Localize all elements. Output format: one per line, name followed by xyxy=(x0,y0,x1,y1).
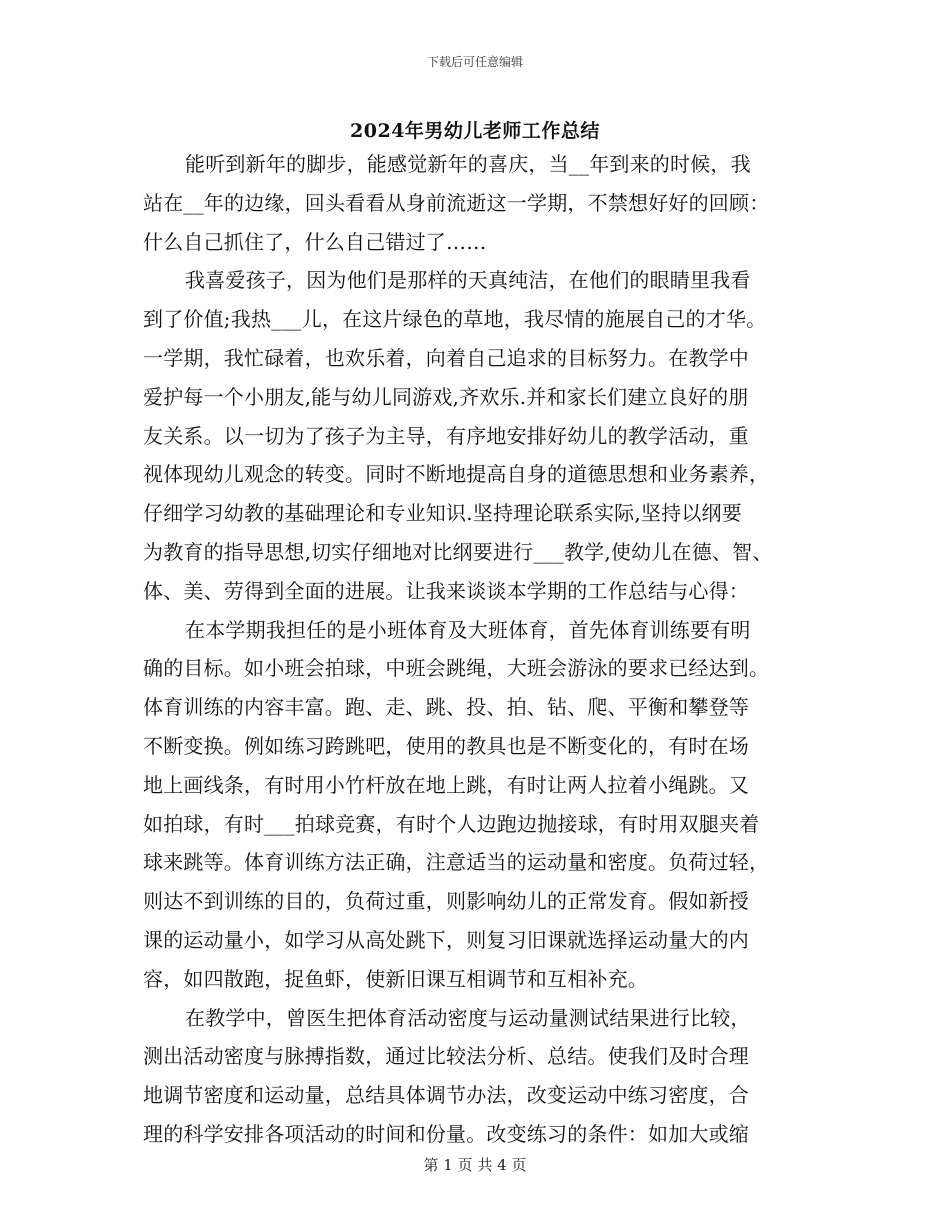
paragraph-line: 什么自己抓住了，什么自己错过了…… xyxy=(143,229,487,254)
paragraph-line: 到了价值;我热___儿，在这片绿色的草地，我尽情的施展自己的才华。 xyxy=(143,307,767,332)
paragraph-line: 确的目标。如小班会拍球，中班会跳绳，大班会游泳的要求已经达到。 xyxy=(143,656,770,681)
paragraph-line: 仔细学习幼教的基础理论和专业知识.坚持理论联系实际,坚持以纲要 xyxy=(143,501,742,526)
paragraph-first-line: 能听到新年的脚步，能感觉新年的喜庆，当__年到来的时候，我 xyxy=(185,152,751,176)
paragraph-line: 站在__年的边缘，回头看看从身前流逝这一学期，不禁想好好的回顾： xyxy=(143,190,770,215)
paragraph-line: 体、美、劳得到全面的进展。让我来谈谈本学期的工作总结与心得： xyxy=(143,578,749,603)
paragraph-line: 体育训练的内容丰富。跑、走、跳、投、拍、钻、爬、平衡和攀登等 xyxy=(143,695,749,720)
page-indicator: 第 1 页 共 4 页 xyxy=(423,1156,527,1174)
paragraph-line: 地调节密度和运动量，总结具体调节办法，改变运动中练习密度，合 xyxy=(143,1083,749,1108)
document-body xyxy=(143,145,823,1154)
paragraph-line: 测出活动密度与脉搏指数，通过比较法分析、总结。使我们及时合理 xyxy=(143,1044,749,1069)
paragraph-line: 视体现幼儿观念的转变。同时不断地提高自身的道德思想和业务素养， xyxy=(143,462,770,487)
paragraph-line: 则达不到训练的目的，负荷过重，则影响幼儿的正常发育。假如新授 xyxy=(143,889,749,914)
paragraph-line: 理的科学安排各项活动的时间和份量。改变练习的条件：如加大或缩 xyxy=(143,1121,749,1146)
header-note: 下载后可任意编辑 xyxy=(426,55,523,69)
document-title: 2024年男幼儿老师工作总结 xyxy=(350,120,600,142)
paragraph-line: 不断变换。例如练习跨跳吧，使用的教具也是不断变化的，有时在场 xyxy=(143,733,749,758)
paragraph-first-line: 在教学中，曾医生把体育活动密度与运动量测试结果进行比较， xyxy=(185,1005,751,1030)
paragraph-line: 课的运动量小，如学习从高处跳下，则复习旧课就选择运动量大的内 xyxy=(143,927,749,952)
paragraph-line: 友关系。以一切为了孩子为主导，有序地安排好幼儿的教学活动，重 xyxy=(143,423,749,448)
paragraph-first-line: 我喜爱孩子，因为他们是那样的天真纯洁，在他们的眼睛里我看 xyxy=(185,268,751,293)
paragraph-line: 容，如四散跑，捉鱼虾，使新旧课互相调节和互相补充。 xyxy=(143,966,648,991)
paragraph-line: 地上画线条，有时用小竹杆放在地上跳，有时让两人拉着小绳跳。又 xyxy=(143,772,749,797)
paragraph-line: 如拍球，有时___拍球竞赛，有时个人边跑边抛接球，有时用双腿夹着 xyxy=(143,811,760,836)
paragraph-first-line: 在本学期我担任的是小班体育及大班体育，首先体育训练要有明 xyxy=(185,617,751,642)
paragraph-line: 爱护每一个小朋友,能与幼儿同游戏,齐欢乐.并和家长们建立良好的朋 xyxy=(143,384,749,409)
paragraph-line: 为教育的指导思想,切实仔细地对比纲要进行___教学,使幼儿在德、智、 xyxy=(143,539,773,564)
paragraph-line: 球来跳等。体育训练方法正确，注意适当的运动量和密度。负荷过轻， xyxy=(143,850,770,875)
paragraph-line: 一学期，我忙碌着，也欢乐着，向着自己追求的目标努力。在教学中 xyxy=(143,345,749,370)
